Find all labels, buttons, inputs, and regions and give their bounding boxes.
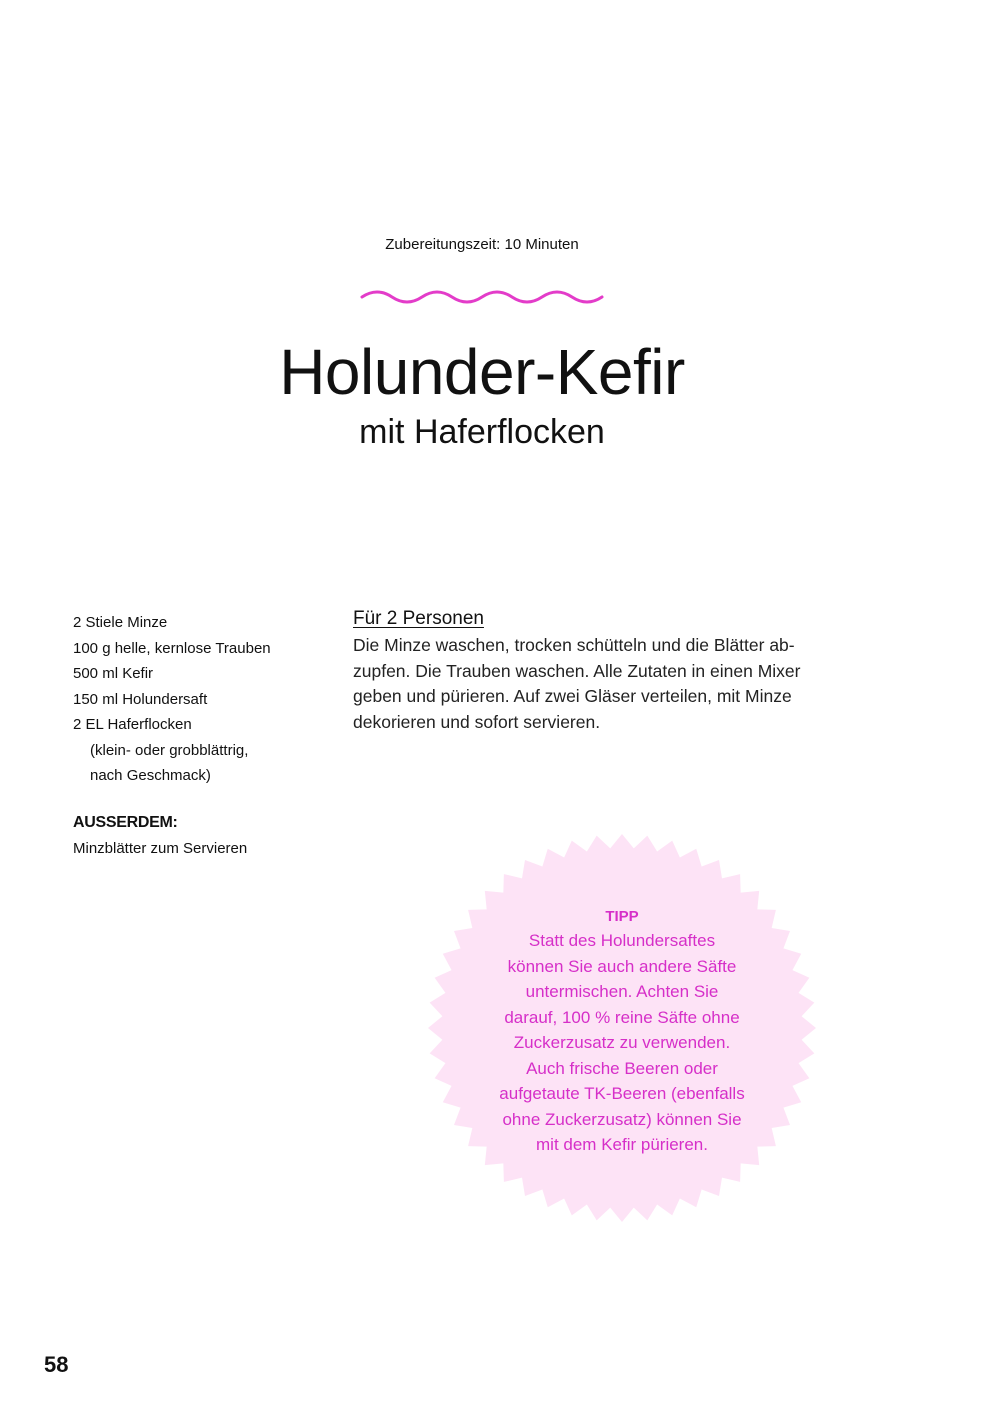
ingredient-note: (klein- oder grobblättrig, xyxy=(90,741,249,759)
ingredient-list xyxy=(73,610,333,789)
ingredient-item: 100 g helle, kernlose Trauben xyxy=(73,639,271,657)
tip-line: Statt des Holundersaftes xyxy=(528,931,716,950)
wave-line xyxy=(362,292,602,302)
method-line: geben und pürieren. Auf zwei Gläser verteilen, mit Minze xyxy=(353,686,792,706)
extra-item: Minzblätter zum Servieren xyxy=(73,840,248,857)
tip-line: ohne Zuckerzusatz) können Sie xyxy=(502,1109,742,1129)
method-line: dekorieren und sofort servieren. xyxy=(353,711,601,732)
method-text xyxy=(353,633,883,735)
extra-heading: AUSSERDEM: xyxy=(73,814,178,831)
tip-line: darauf, 100 % reine Säfte ohne xyxy=(504,1007,740,1027)
ingredient-item: 500 ml Kefir xyxy=(73,665,154,682)
tip-line: können Sie auch andere Säfte xyxy=(507,956,737,976)
tip-heading: TIPP xyxy=(605,908,639,925)
tip-line: untermischen. Achten Sie xyxy=(525,982,719,1001)
tip-box xyxy=(452,906,792,1158)
ingredient-item: 2 EL Haferflocken xyxy=(73,716,192,733)
tip-line: Zuckerzusatz zu verwenden. xyxy=(513,1033,731,1052)
tip-line: aufgetaute TK-Beeren (ebenfalls xyxy=(499,1084,745,1103)
recipe-subtitle: mit Haferflocken xyxy=(359,413,605,451)
ingredient-item: 2 Stiele Minze xyxy=(73,614,168,631)
method-line: Die Minze waschen, trocken schütteln und die Blätter ab- xyxy=(353,635,795,655)
tip-line: Auch frische Beeren oder xyxy=(526,1058,718,1078)
wave-divider xyxy=(360,286,606,308)
ingredient-note: nach Geschmack) xyxy=(90,767,211,784)
prep-time: Zubereitungszeit: 10 Minuten xyxy=(385,236,579,253)
tip-body xyxy=(452,928,792,1158)
recipe-title: Holunder-Kefir xyxy=(279,336,685,408)
page-number: 58 xyxy=(44,1352,69,1377)
ingredient-item: 150 ml Holundersaft xyxy=(73,690,208,708)
servings-label: Für 2 Personen xyxy=(353,608,484,629)
method-line: zupfen. Die Trauben waschen. Alle Zutaten in einen Mixer xyxy=(353,660,801,681)
tip-line: mit dem Kefir pürieren. xyxy=(536,1135,708,1154)
